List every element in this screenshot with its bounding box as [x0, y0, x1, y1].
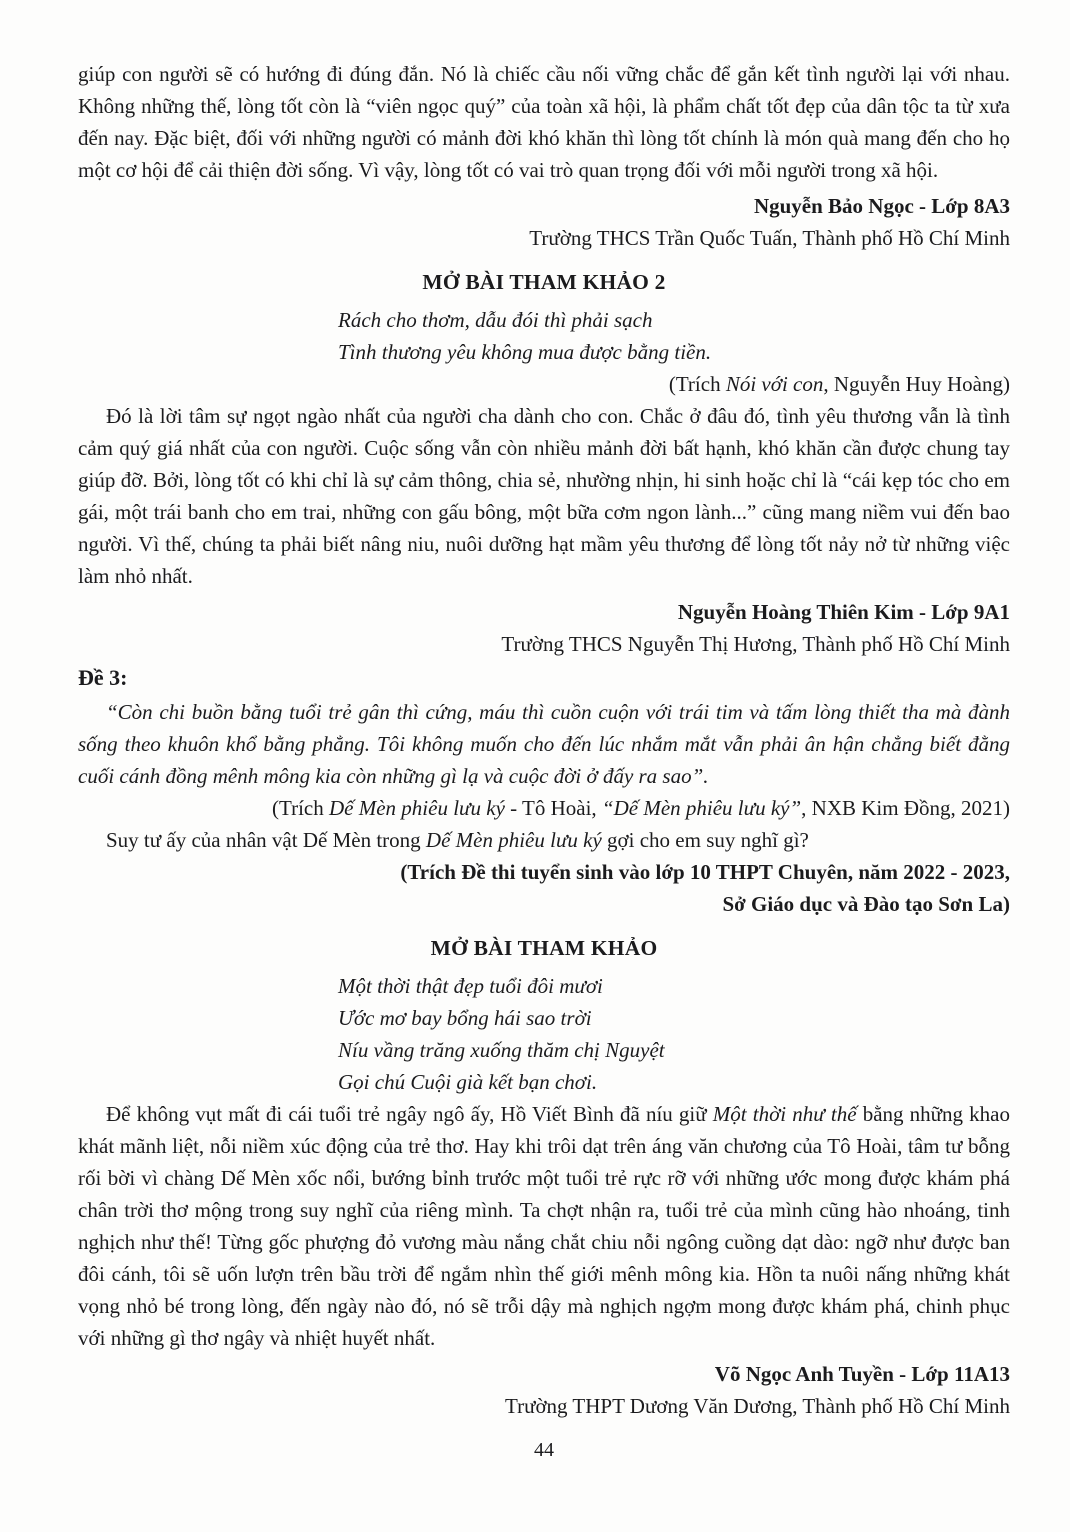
verse-block-2 — [338, 970, 1010, 1098]
verse-line: Gọi chú Cuội già kết bạn chơi. — [338, 1070, 598, 1094]
citation-work-title: Nói với con — [725, 372, 824, 396]
section-heading-mo-bai: MỞ BÀI THAM KHẢO — [430, 936, 658, 960]
citation-suffix: , NXB Kim Đồng, 2021) — [801, 796, 1010, 820]
author-attribution-3: Võ Ngọc Anh Tuyền - Lớp 11A13 — [714, 1362, 1010, 1386]
poem-title: Một thời như thế — [712, 1102, 857, 1126]
de-3-citation — [78, 792, 1010, 824]
verse-line: Một thời thật đẹp tuổi đôi mươi — [338, 974, 603, 998]
citation-prefix: (Trích — [668, 372, 726, 396]
citation-prefix: (Trích — [272, 796, 329, 820]
citation-suffix: , Nguyễn Huy Hoàng) — [823, 372, 1010, 396]
author-attribution-2: Nguyễn Hoàng Thiên Kim - Lớp 9A1 — [677, 600, 1010, 624]
citation-work-title-2: “Dế Mèn phiêu lưu ký” — [601, 796, 802, 820]
paragraph-suffix: bằng những khao khát mãnh liệt, nỗi niềm xúc động của trẻ thơ. Hay khi trôi dạt trên áng văn chương của Tô Hoài, tâm tư bỗng rối bời vì chàng Dế Mèn xốc nổi, bướng bỉnh trước một tuổi trẻ rực rỡ với những ước mong được khám phá chân trời thơ mộng trong suy nghĩ của riêng mình. Ta chợt nhận ra, tuổi trẻ của mình cũng hào nhoáng, tinh nghịch như thế! Từng gốc phượng đỏ vương màu nắng chắt chiu nỗi ngông cuồng dạt dào: ngỡ như được ban đôi cánh, tôi sẽ uốn lượn trên bầu trời để ngắm nhìn thế giới mênh mông kia. Hồn ta nuôi nấng những khát vọng nhỏ bé trong lòng, đến ngày nào đó, nó sẽ trỗi dậy mà nghịch ngợm mong được khám phá, chinh phục với những gì thơ ngây và nhiệt huyết nhất. — [78, 1102, 1010, 1350]
paragraph-essay-conclusion: giúp con người sẽ có hướng đi đúng đắn. Nó là chiếc cầu nối vững chắc để gắn kết tình người lại với nhau. Không những thế, lòng tốt còn là “viên ngọc quý” của toàn xã hội, là phẩm chất tốt đẹp của dân tộc ta từ xưa đến nay. Đặc biệt, đối với những người có mảnh đời khó khăn thì lòng tốt chính là món quà mang đến cho họ một cơ hội để cải thiện đời sống. Vì vậy, lòng tốt có vai trò quan trọng đối với mỗi người trong xã hội. — [78, 62, 1010, 182]
exam-source-line-1: (Trích Đề thi tuyển sinh vào lớp 10 THPT Chuyên, năm 2022 - 2023, — [400, 860, 1010, 884]
verse-line: Níu vầng trăng xuống thăm chị Nguyệt — [338, 1038, 665, 1062]
paragraph-mo-bai-3 — [78, 1098, 1010, 1354]
question-prefix: Suy tư ấy của nhân vật Dế Mèn trong — [106, 828, 426, 852]
de-3-quote: “Còn chi buồn bằng tuổi trẻ gân thì cứng, máu thì cuồn cuộn với trái tim và tấm lòng thiết tha mà đành sống theo khuôn khổ bằng phẳng. Tôi không muốn cho đến lúc nhắm mắt vẫn phải ân hận chẳng biết đằng cuối cánh đồng mênh mông kia còn những gì lạ và cuộc đời ở đấy ra sao”. — [78, 700, 1010, 788]
school-attribution-2: Trường THCS Nguyễn Thị Hương, Thành phố Hồ Chí Minh — [501, 632, 1010, 656]
school-attribution-1: Trường THCS Trần Quốc Tuấn, Thành phố Hồ Chí Minh — [529, 226, 1010, 250]
paragraph-mo-bai-2: Đó là lời tâm sự ngọt ngào nhất của người cha dành cho con. Chắc ở đâu đó, tình yêu thương vẫn là tình cảm quý giá nhất của con người. Cuộc sống vẫn còn nhiều mảnh đời bất hạnh, khó khăn cần được chung tay giúp đỡ. Bởi, lòng tốt có khi chỉ là sự cảm thông, chia sẻ, nhường nhịn, hi sinh hoặc chỉ là “cái kẹp tóc cho em gái, một trái banh cho em trai, những con gấu bông, một bữa cơm ngon lành...” cũng mang niềm vui đến bao người. Vì thế, chúng ta phải biết nâng niu, nuôi dưỡng hạt mầm yêu thương để lòng tốt nảy nở từ những việc làm nhỏ nhất. — [78, 404, 1010, 588]
de-3-question — [78, 824, 1010, 856]
verse-citation-1 — [78, 368, 1010, 400]
verse-block-1 — [338, 304, 1010, 368]
section-heading-mo-bai-2: MỞ BÀI THAM KHẢO 2 — [422, 270, 666, 294]
verse-line: Tình thương yêu không mua được bằng tiền. — [338, 340, 712, 364]
exercise-label-de-3: Đề 3: — [78, 665, 128, 690]
question-work-title: Dế Mèn phiêu lưu ký — [425, 828, 602, 852]
verse-line: Ước mơ bay bổng hái sao trời — [338, 1006, 592, 1030]
exam-source-line-2: Sở Giáo dục và Đào tạo Sơn La) — [722, 892, 1010, 916]
verse-line: Rách cho thơm, dẫu đói thì phải sạch — [338, 308, 653, 332]
paragraph-prefix: Để không vụt mất đi cái tuổi trẻ ngây ngô ấy, Hồ Viết Bình đã níu giữ — [106, 1102, 713, 1126]
school-attribution-3: Trường THPT Dương Văn Dương, Thành phố Hồ Chí Minh — [504, 1394, 1010, 1418]
question-suffix: gợi cho em suy nghĩ gì? — [601, 828, 809, 852]
author-attribution-1: Nguyễn Bảo Ngọc - Lớp 8A3 — [753, 194, 1010, 218]
citation-mid: - Tô Hoài, — [504, 796, 602, 820]
citation-work-title: Dế Mèn phiêu lưu ký — [329, 796, 505, 820]
page-number: 44 — [534, 1439, 554, 1461]
